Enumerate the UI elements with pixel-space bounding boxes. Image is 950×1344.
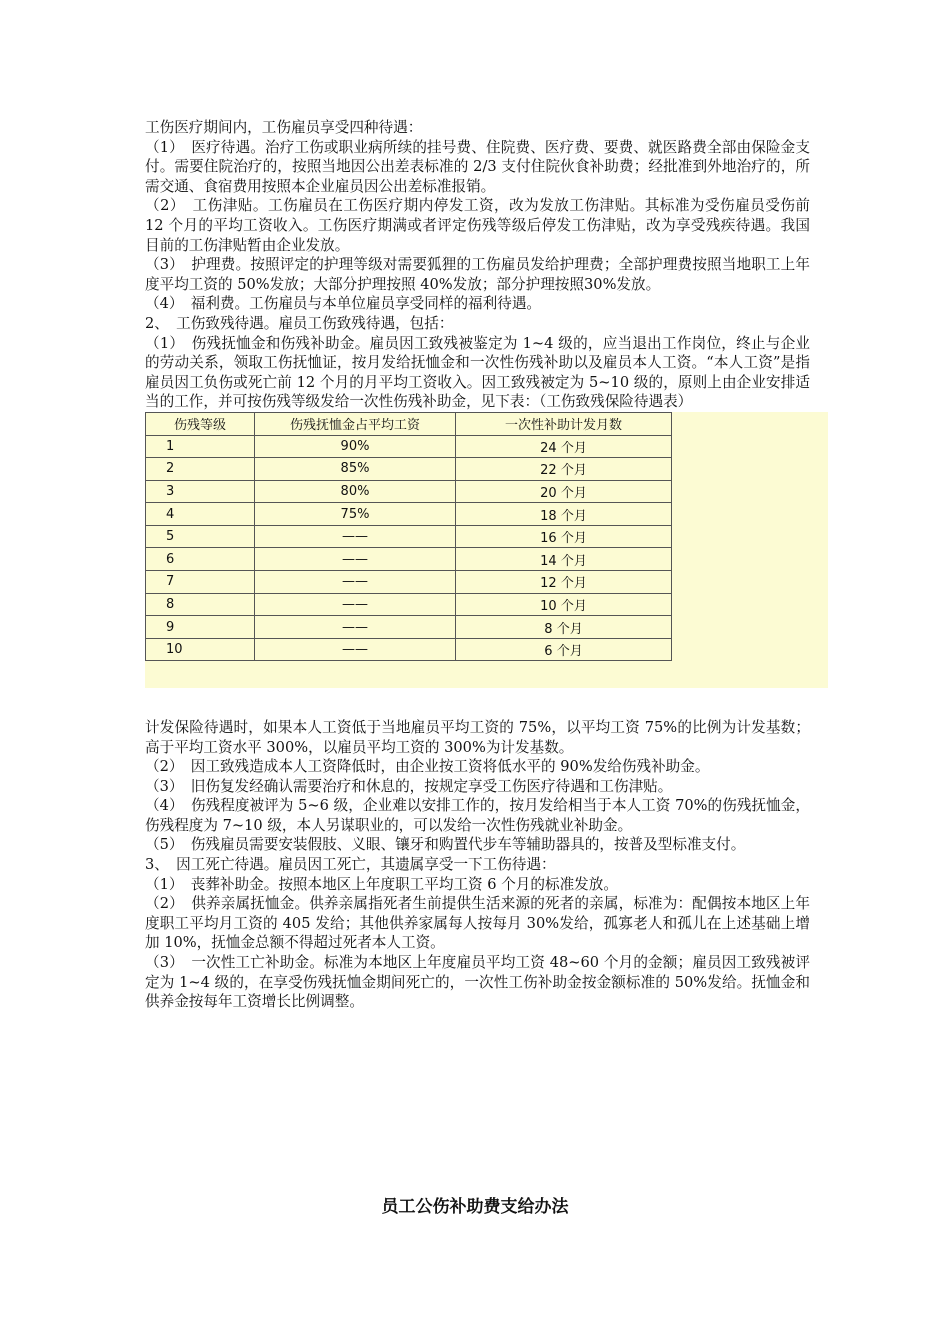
paragraph: 3、 因工死亡待遇。雇员因工死亡，其遗属享受一下工伤待遇： xyxy=(145,856,556,874)
injury-benefit-table xyxy=(145,412,672,662)
paragraph: （5） 伤残雇员需要安装假肢、义眼、镶牙和购置代步车等辅助器具的，按普及型标准支付。 xyxy=(145,836,746,854)
table-row xyxy=(146,638,672,661)
paragraph: 2、 工伤致残待遇。雇员工伤致残待遇，包括： xyxy=(145,314,454,332)
cell-months: 24 个月 xyxy=(456,435,672,458)
cell-grade: 5 xyxy=(146,525,255,548)
cell-months: 16 个月 xyxy=(456,525,672,548)
table-row xyxy=(146,593,672,616)
table-row xyxy=(146,571,672,594)
table-row xyxy=(146,548,672,571)
cell-pension: —— xyxy=(255,571,456,594)
cell-pension: 90% xyxy=(255,435,456,458)
paragraph: 工伤医疗期间内，工伤雇员享受四种待遇： xyxy=(145,119,423,136)
paragraph: 计发保险待遇时，如果本人工资低于当地雇员平均工资的 75%，以平均工资 75%的比例为计发基数；高于平均工资水平 300%，以雇员平均工资的 300%为计发基数。 xyxy=(145,718,810,756)
cell-grade: 3 xyxy=(146,480,255,503)
section-title: 员工公伤补助费支给办法 xyxy=(381,1197,569,1217)
cell-grade: 6 xyxy=(146,548,255,571)
cell-pension: —— xyxy=(255,593,456,616)
cell-grade: 8 xyxy=(146,593,255,616)
cell-pension: 80% xyxy=(255,480,456,503)
cell-months: 20 个月 xyxy=(456,480,672,503)
cell-pension: 85% xyxy=(255,458,456,481)
cell-months: 12 个月 xyxy=(456,571,672,594)
cell-grade: 10 xyxy=(146,638,255,661)
cell-pension: —— xyxy=(255,616,456,639)
paragraph: （4） 福利费。工伤雇员与本单位雇员享受同样的福利待遇。 xyxy=(145,295,542,313)
table-header-row xyxy=(146,412,672,435)
cell-grade: 4 xyxy=(146,503,255,526)
paragraph: （1） 医疗待遇。治疗工伤或职业病所续的挂号费、住院费、医疗费、要费、就医路费全部由保险金支付。需要住院治疗的，按照当地因公出差表标准的 2/3 支付住院伙食补助费；经批准到外地治疗的，所需交通、食宿费用按照本企业雇员因公出差标准报销。 xyxy=(145,138,810,195)
cell-months: 8 个月 xyxy=(456,616,672,639)
cell-pension: —— xyxy=(255,548,456,571)
paragraph: （1） 伤残抚恤金和伤残补助金。雇员因工致残被鉴定为 1~4 级的，应当退出工作岗位，终止与企业的劳动关系，领取工伤抚恤证，按月发给抚恤金和一次性伤残补助以及雇员本人工资。“本人工资”是指雇员因工负伤或死亡前 12 个月的月平均工资收入。因工致残被定为 5~10 级的，原则上由企业安排适当的工作，并可按伤残等级发给一次性伤残补助金，见下表：（工伤致残保险待遇表） xyxy=(145,334,810,411)
cell-months: 18 个月 xyxy=(456,503,672,526)
table-row xyxy=(146,458,672,481)
paragraph: （3） 旧伤复发经确认需要治疗和休息的，按规定享受工伤医疗待遇和工伤津贴。 xyxy=(145,777,673,795)
paragraph: （2） 工伤津贴。工伤雇员在工伤医疗期内停发工资，改为发放工伤津贴。其标准为受伤雇员受伤前 12 个月的平均工资收入。工伤医疗期满或者评定伤残等级后停发工伤津贴，改为享受残疾待遇。我国目前的工伤津贴暂由企业发放。 xyxy=(145,197,810,254)
cell-months: 6 个月 xyxy=(456,638,672,661)
header-months: 一次性补助计发月数 xyxy=(456,412,672,435)
paragraph: （3） 护理费。按照评定的护理等级对需要狐狸的工伤雇员发给护理费；全部护理费按照当地职工上年度平均工资的 50%发放；大部分护理按照 40%发放；部分护理按照30%发放。 xyxy=(145,256,810,293)
table-row xyxy=(146,616,672,639)
paragraph: （4） 伤残程度被评为 5~6 级，企业难以安排工作的，按月发给相当于本人工资 70%的伤残抚恤金，伤残程度为 7~10 级，本人另谋职业的，可以发给一次性伤残就业补助金。 xyxy=(145,797,810,834)
document-body xyxy=(145,118,810,1012)
cell-pension: —— xyxy=(255,525,456,548)
cell-grade: 9 xyxy=(146,616,255,639)
injury-table-frame xyxy=(145,412,828,688)
cell-pension: —— xyxy=(255,638,456,661)
paragraph: （3） 一次性工亡补助金。标准为本地区上年度雇员平均工资 48~60 个月的金额；雇员因工致残被评定为 1~4 级的，在享受伤残抚恤金期间死亡的，一次性工伤补助金按金额标准的 50%发给。抚恤金和供养金按每年工资增长比例调整。 xyxy=(145,954,810,1011)
table-row xyxy=(146,435,672,458)
cell-months: 22 个月 xyxy=(456,458,672,481)
paragraph: （1） 丧葬补助金。按照本地区上年度职工平均工资 6 个月的标准发放。 xyxy=(145,875,618,893)
header-grade: 伤残等级 xyxy=(146,412,255,435)
cell-grade: 2 xyxy=(146,458,255,481)
paragraph: （2） 供养亲属抚恤金。供养亲属指死者生前提供生活来源的死者的亲属，标准为：配偶按本地区上年度职工平均月工资的 405 发给；其他供养家属每人按每月 30%发给，孤寡老人和孤儿在上述基础上增加 10%，抚恤金总额不得超过死者本人工资。 xyxy=(145,895,810,952)
table-row xyxy=(146,525,672,548)
cell-months: 10 个月 xyxy=(456,593,672,616)
cell-months: 14 个月 xyxy=(456,548,672,571)
cell-pension: 75% xyxy=(255,503,456,526)
paragraph: （2） 因工致残造成本人工资降低时，由企业按工资将低水平的 90%发给伤残补助金。 xyxy=(145,758,710,776)
header-pension: 伤残抚恤金占平均工资 xyxy=(255,412,456,435)
table-row xyxy=(146,503,672,526)
cell-grade: 7 xyxy=(146,571,255,594)
cell-grade: 1 xyxy=(146,435,255,458)
table-row xyxy=(146,480,672,503)
